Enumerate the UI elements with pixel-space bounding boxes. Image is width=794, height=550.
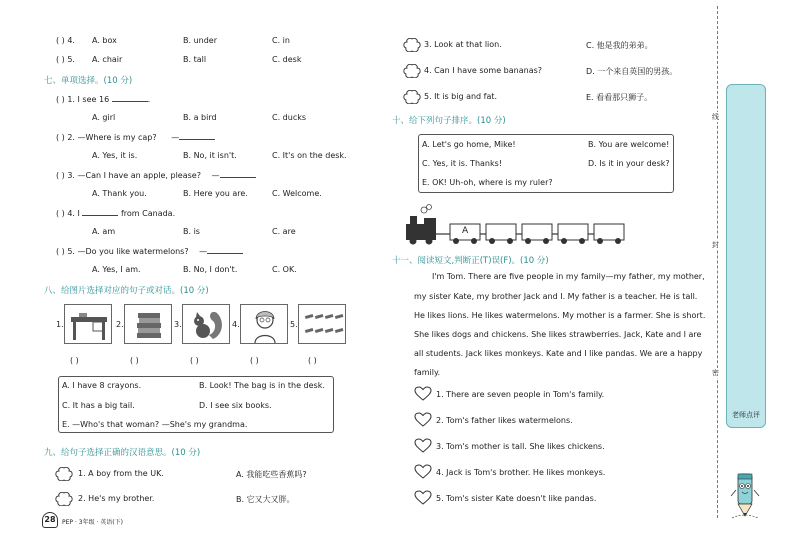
stem-tail: — [171,133,180,142]
sentence-zh: D. 一个来自英国的男孩。 [586,67,678,76]
question-stem: 1. I see 16 [67,95,110,104]
flower-answer-icon[interactable] [403,90,421,104]
heart-answer-icon[interactable] [414,412,432,427]
picture-answer-paren[interactable]: ( ) [130,356,139,365]
picture-answer-paren[interactable]: ( ) [190,356,199,365]
fill-blank[interactable] [220,170,256,178]
binding-line [717,6,718,518]
option-a: A. Yes, it is. [92,151,138,160]
option-b: B. tall [183,55,207,64]
woman-picture [240,304,288,344]
statement: 1. There are seven people in Tom's family. [436,390,605,399]
fill-blank[interactable] [82,208,118,216]
picture-number: 1. [56,320,64,329]
picture-number: 4. [232,320,240,329]
option-c: C. desk [272,55,302,64]
picture-number: 5. [290,320,298,329]
q6-5 [56,55,75,64]
option-c: C. OK. [272,265,297,274]
answer-paren[interactable]: ( ) [56,209,65,218]
fill-blank[interactable] [112,94,148,102]
heart-answer-icon[interactable] [414,490,432,505]
sentence-zh: A. 我能吃些香蕉吗? [236,470,307,479]
option-a: A. Thank you. [92,189,147,198]
pencil-mascot-icon [728,470,762,522]
picture-number: 3. [174,320,182,329]
train-car-3[interactable] [524,224,550,238]
page-number: 28 [42,512,58,528]
heart-answer-icon[interactable] [414,438,432,453]
passage-line: family. [414,368,441,377]
binding-mark: 密 [712,369,719,377]
crayons-picture [298,304,346,344]
statement: 4. Jack is Tom's brother. He likes monkeys. [436,468,606,477]
flower-answer-icon[interactable] [55,467,73,481]
option-c: C. It's on the desk. [272,151,347,160]
question-stem: 5. —Do you like watermelons? [67,247,189,256]
squirrel-picture [182,304,230,344]
section-9-title: 九、给句子选择正确的汉语意思。(10 分) [44,448,201,458]
option-d: D. Is it in your desk? [588,159,670,168]
q6-4 [56,36,75,45]
option-e: E. OK! Uh-oh, where is my ruler? [422,178,553,187]
option-b: B. No, I don't. [183,265,238,274]
option-a: A. girl [92,113,116,122]
option-b: B. is [183,227,200,236]
sentence-en: 2. He's my brother. [78,494,155,503]
option-c: C. in [272,36,290,45]
heart-answer-icon[interactable] [414,386,432,401]
binding-mark: 线 [712,113,719,121]
fill-blank[interactable] [179,132,215,140]
q7-1-stem [56,94,150,104]
option-b: B. under [183,36,218,45]
binding-mark: 封 [712,241,719,249]
stem-tail: — [199,247,208,256]
section-7-title: 七、单项选择。(10 分) [44,76,133,86]
q7-3-stem [56,170,256,180]
train-car-5[interactable] [596,224,622,238]
grandma-icon [241,305,289,345]
sentence-zh: C. 他是我的弟弟。 [586,41,653,50]
option-b: B. No, it isn't. [183,151,237,160]
picture-answer-paren[interactable]: ( ) [308,356,317,365]
stem-tail: from Canada. [120,209,176,218]
option-a: A. Let's go home, Mike! [422,140,516,149]
option-a: A. chair [92,55,123,64]
train-car-2[interactable] [488,224,514,238]
question-stem: 2. —Where is my cap? [67,133,157,142]
option-e: E. —Who's that woman? —She's my grandma. [62,420,248,429]
books-icon [125,305,173,345]
flower-answer-icon[interactable] [55,492,73,506]
passage-line: all students. Jack likes monkeys. Kate and I like pandas. We are a happy [414,349,703,358]
squirrel-icon [183,305,231,345]
picture-answer-paren[interactable]: ( ) [70,356,79,365]
option-c: C. are [272,227,296,236]
option-d: D. I see six books. [199,401,272,410]
sentence-en: 1. A boy from the UK. [78,469,164,478]
sentence-zh: E. 看看那只狮子。 [586,93,653,102]
passage-line: my sister Kate, my brother Jack and I. My father is a teacher. He is tall. [414,292,698,301]
passage-line: He likes lions. He likes watermelons. My mother is a farmer. She is short. [414,311,706,320]
answer-paren[interactable]: ( ) [56,133,65,142]
option-a: A. I have 8 crayons. [62,381,142,390]
option-b: B. You are welcome! [588,140,670,149]
picture-answer-paren[interactable]: ( ) [250,356,259,365]
fill-blank[interactable] [207,246,243,254]
q7-5-stem [56,246,243,256]
statement: 5. Tom's sister Kate doesn't like pandas. [436,494,597,503]
statement: 3. Tom's mother is tall. She likes chickens. [436,442,605,451]
question-stem: 4. I [67,209,80,218]
passage-line: She likes dogs and chickens. She likes strawberries. Jack, Kate and I are [414,330,702,339]
option-b: B. Here you are. [183,189,248,198]
sentence-en: 3. Look at that lion. [424,40,502,49]
option-b: B. Look! The bag is in the desk. [199,381,325,390]
q7-2-stem [56,132,215,142]
question-number: 4. [67,36,75,45]
crayons-icon [299,305,347,345]
train-car-4[interactable] [560,224,586,238]
question-number: 5. [67,55,75,64]
option-c: C. Yes, it is. Thanks! [422,159,502,168]
option-c: C. ducks [272,113,307,122]
q7-4-stem [56,208,175,218]
section-10-title: 十、给下列句子排序。(10 分) [392,116,506,126]
desk-icon [65,305,113,345]
option-a: A. Yes, I am. [92,265,141,274]
answer-paren[interactable]: ( ) [56,36,65,45]
train-first-answer: A [462,226,469,236]
answer-paren[interactable]: ( ) [56,247,65,256]
heart-answer-icon[interactable] [414,464,432,479]
statement: 2. Tom's father likes watermelons. [436,416,573,425]
picture-number: 2. [116,320,124,329]
option-a: A. am [92,227,116,236]
teacher-comment-panel[interactable] [726,84,766,428]
answer-paren[interactable]: ( ) [56,171,65,180]
passage-line: I'm Tom. There are five people in my family—my father, my mother, [432,272,705,281]
footer-text: PEP · 3年级 · 英语(下) [62,519,123,526]
option-b: B. a bird [183,113,217,122]
stem-tail: — [211,171,220,180]
stem-tail: . [147,95,151,104]
option-c: C. It has a big tail. [62,401,135,410]
teacher-comment-label: 老师点评 [732,411,760,419]
flower-answer-icon[interactable] [403,38,421,52]
sentence-zh: B. 它又大又胖。 [236,495,295,504]
desk-picture [64,304,112,344]
sentence-en: 4. Can I have some bananas? [424,66,543,75]
sentence-en: 5. It is big and fat. [424,92,498,101]
answer-paren[interactable]: ( ) [56,95,65,104]
option-a: A. box [92,36,117,45]
flower-answer-icon[interactable] [403,64,421,78]
answer-paren[interactable]: ( ) [56,55,65,64]
books-picture [124,304,172,344]
section-8-title: 八、给图片选择对应的句子或对话。(10 分) [44,286,209,296]
question-stem: 3. —Can I have an apple, please? [67,171,201,180]
section-11-title: 十一、阅读短文,判断正(T)误(F)。(10 分) [392,256,549,266]
option-c: C. Welcome. [272,189,322,198]
